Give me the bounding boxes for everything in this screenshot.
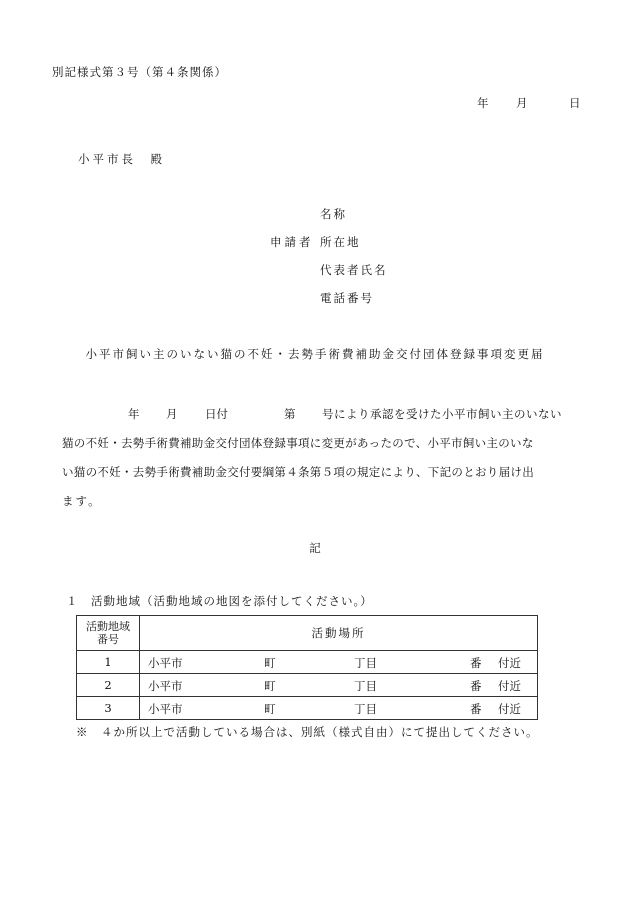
date-day: 日	[569, 96, 581, 110]
date-year: 年	[477, 96, 489, 110]
footnote: ※ ４か所以上で活動している場合は、別紙（様式自由）にて提出してください。	[76, 725, 539, 739]
fukin: 付近	[498, 656, 521, 670]
date-month: 月	[516, 96, 528, 110]
fukin: 付近	[498, 679, 521, 693]
body-line-2	[62, 429, 582, 458]
row-number: 1	[77, 651, 140, 674]
chome: 丁目	[354, 679, 377, 693]
body-dai: 第	[284, 407, 296, 421]
fukin: 付近	[498, 702, 521, 716]
town: 町	[264, 679, 276, 693]
row-location	[140, 674, 538, 697]
ki-heading: 記	[309, 541, 321, 555]
applicant-address-label: 所在地	[320, 235, 361, 249]
row-number: 3	[77, 697, 140, 720]
table-row	[77, 697, 538, 720]
city: 小平市	[148, 679, 183, 693]
section-heading: １ 活動地域（活動地域の地図を添付してください。）	[66, 594, 373, 608]
body-year: 年	[128, 407, 140, 421]
applicant-name-label: 名称	[320, 207, 347, 221]
applicant-phone-label: 電話番号	[320, 291, 374, 305]
ban: 番	[470, 656, 482, 670]
chome: 丁目	[354, 702, 377, 716]
row-number: 2	[77, 674, 140, 697]
activity-area-table	[76, 615, 538, 720]
ban: 番	[470, 679, 482, 693]
document-title: 小平市飼い主のいない猫の不妊・去勢手術費補助金交付団体登録事項変更届	[85, 347, 545, 361]
town: 町	[264, 656, 276, 670]
table-row	[77, 674, 538, 697]
chome: 丁目	[354, 656, 377, 670]
body-date-suffix: 日付	[205, 407, 228, 421]
header-area-number-line2: 番号	[97, 633, 119, 646]
ban: 番	[470, 702, 482, 716]
body-line-1	[62, 400, 582, 429]
city: 小平市	[148, 702, 183, 716]
table-header-row	[77, 616, 538, 651]
body-line1-rest: 号により承認を受けた小平市飼い主のいない	[322, 407, 562, 421]
body-line-4	[62, 487, 582, 516]
table-row	[77, 651, 538, 674]
body-line-2-text: 猫の不妊・去勢手術費補助金交付団体登録事項に変更があったので、小平市飼い主のいな	[62, 436, 534, 450]
city: 小平市	[148, 656, 183, 670]
form-number: 別記様式第３号（第４条関係）	[52, 65, 227, 79]
applicant-label: 申請者	[270, 235, 314, 249]
row-location	[140, 697, 538, 720]
body-line-3-text: い猫の不妊・去勢手術費補助金交付要綱第４条第５項の規定により、下記のとおり届け出	[62, 465, 534, 479]
body-text	[62, 400, 582, 516]
body-line-4-text: ます。	[62, 494, 102, 508]
applicant-representative-label: 代表者氏名	[320, 263, 388, 277]
row-location	[140, 651, 538, 674]
header-location: 活動場所	[140, 616, 538, 651]
header-area-number	[77, 616, 140, 651]
body-line-3	[62, 458, 582, 487]
addressee: 小平市長 殿	[78, 152, 165, 166]
body-month: 月	[166, 407, 178, 421]
town: 町	[264, 702, 276, 716]
header-area-number-line1: 活動地域	[86, 620, 130, 633]
